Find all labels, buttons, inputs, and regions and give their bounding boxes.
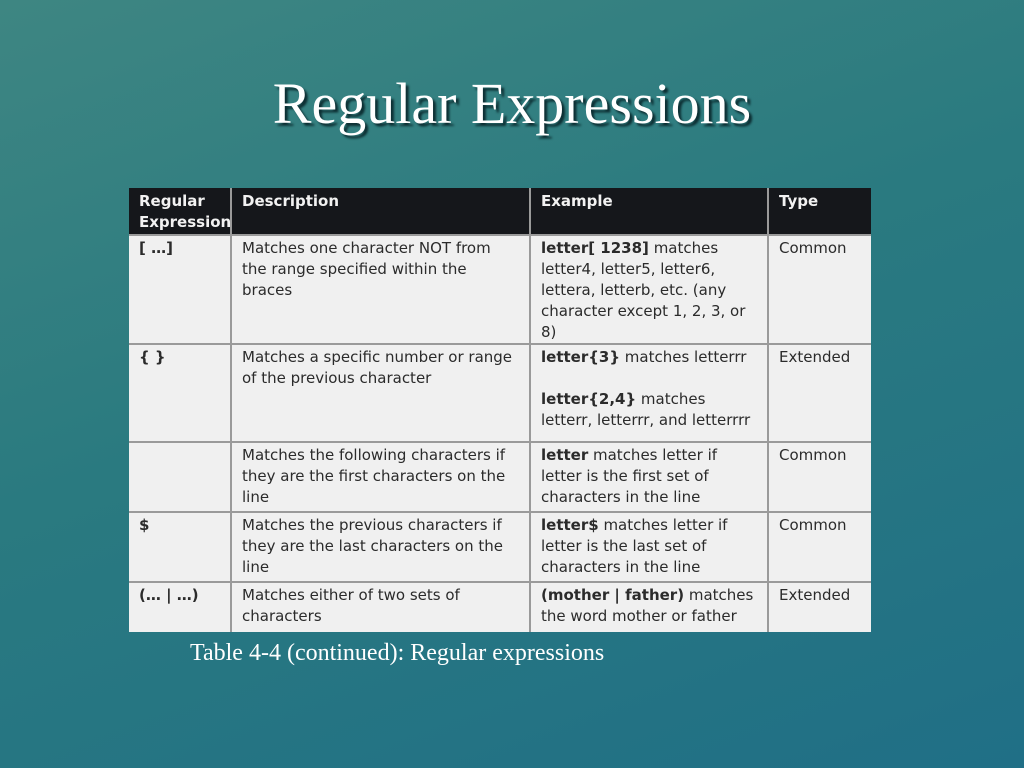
cell-example — [530, 235, 768, 344]
regex-table — [129, 188, 871, 632]
header-example: Example — [530, 188, 768, 235]
slide-title: Regular Expressions — [272, 71, 752, 136]
example-text: matches letter if letter is the first set of characters in the line — [541, 446, 718, 506]
cell-example — [530, 344, 768, 442]
cell-regex: { } — [129, 344, 231, 442]
example-pattern: letter[ 1238] — [541, 239, 649, 257]
cell-regex: [ …] — [129, 235, 231, 344]
example2-text: matches letterr, letterrr, and letterrrr — [541, 390, 751, 429]
header-regex-line1: Regular — [139, 192, 205, 210]
example-spacer — [541, 368, 757, 389]
example-text: matches the word mother or father — [541, 586, 754, 625]
table-caption: Table 4-4 (continued): Regular expressions — [190, 640, 605, 666]
cell-example — [530, 582, 768, 632]
cell-description: Matches the following characters if they are the first characters on the line — [231, 442, 530, 512]
cell-regex — [129, 442, 231, 512]
example-pattern: (mother | father) — [541, 586, 685, 604]
example-text: matches letter4, letter5, letter6, lettera, letterb, etc. (any character except 1, 2, 3, or 8) — [541, 239, 746, 341]
table-row — [129, 344, 871, 442]
cell-regex: (… | …) — [129, 582, 231, 632]
regex-table-image — [129, 188, 871, 625]
example-pattern: letter — [541, 446, 589, 464]
header-description: Description — [231, 188, 530, 235]
cell-type: Extended — [768, 344, 871, 442]
table-row — [129, 512, 871, 582]
table-row — [129, 582, 871, 632]
cell-type: Extended — [768, 582, 871, 632]
cell-description: Matches either of two sets of characters — [231, 582, 530, 632]
cell-description: Matches one character NOT from the range specified within the braces — [231, 235, 530, 344]
header-type: Type — [768, 188, 871, 235]
table-row — [129, 442, 871, 512]
example-pattern: letter{3} — [541, 348, 621, 366]
table-header-row — [129, 188, 871, 235]
cell-example — [530, 442, 768, 512]
example2-pattern: letter{2,4} — [541, 390, 637, 408]
cell-description: Matches a specific number or range of the previous character — [231, 344, 530, 442]
example-text: matches letterrr — [620, 348, 747, 366]
cell-type: Common — [768, 442, 871, 512]
cell-example — [530, 512, 768, 582]
example-text: matches letter if letter is the last set of characters in the line — [541, 516, 728, 576]
table-row — [129, 235, 871, 344]
header-regular-expression — [129, 188, 231, 235]
cell-regex: $ — [129, 512, 231, 582]
cell-type: Common — [768, 512, 871, 582]
header-regex-line2: Expression — [139, 213, 232, 231]
example-pattern: letter$ — [541, 516, 599, 534]
cell-type: Common — [768, 235, 871, 344]
cell-description: Matches the previous characters if they are the last characters on the line — [231, 512, 530, 582]
